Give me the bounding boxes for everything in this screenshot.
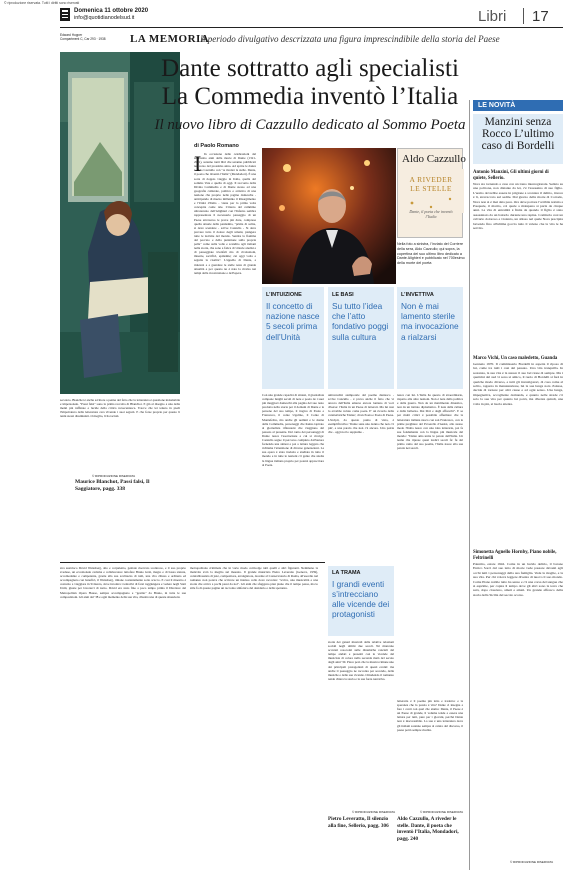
cazzullo-source: Aldo Cazzullo, A riveder le stelle. Dante, il poeta che inventò l’Italia, Mondadori, pagg. 240 bbox=[397, 816, 459, 842]
book-blurb: Dante, il poeta che inventò l’Italia bbox=[409, 209, 453, 219]
bottom-col-3: storia dei generi musicali delle relative relazioni sociali negli ultimi due secoli. Nè mancano accurati resoconti sulle dinamiche razziali del tempo andati e presenti con le vicende del musicista di colore nella seconda metà del secolo degli anni '30. Piace però che la musica rimane uno dei principali protagonisti di questi eventi: ma anche il paesaggio ne racconta per secondo, delle musiche e delle sue vicende. Chiudendo il romanzo rende chiara la storia e la sua forza narrativa. bbox=[328, 640, 394, 681]
quote-box-3 bbox=[397, 287, 463, 389]
sidebar-entry-1-head: Antonio Manzini, Gli ultimi giorni di quiete, Sellerio. bbox=[473, 170, 549, 181]
left-article-source: Maurice Blanchot, Passi falsi, Il Saggiatore, pagg. 338 bbox=[75, 479, 150, 492]
headline-line-2: La Commedia inventò l’Italia bbox=[161, 83, 459, 110]
trama-tag: LA TRAMA bbox=[332, 570, 361, 576]
article-col-2: Con una grande capacità di sintesi, il giornalista compone lunghi secoli di note e poeta de i suoi più maggiori danteschi alla pagina del suo testo prodotta nella storia per il domani di Dante e le persone del suo tempo, il tragico di Paolo e Francesca, il conte Ugolino, il Conte di Montefeltro, ma anche gli uomini e le donne della Commedia, personaggi che hanno ispirato al giornalista riflessioni che viaggiano dal passato al presente. Dal canto dei personaggi di Dante nasce l'esortazione a cui si rivolge: Cazzullo segue il percorso compiuto dall'autore fornendo una sintesi e poi a lettura leggera che richiama l'attenzione di diverse generazioni. La sua opera è stata tradotta e studiata in tutto il mondo e in tutte le nazioni c'è gente che studia la lingua italiana proprio per potersi approcciare al Poeta. bbox=[262, 393, 324, 467]
sidebar-entry-3-head: Simonetta Agnello Hornby, Piano nobile, Feltrinelli bbox=[473, 550, 557, 561]
trama-box bbox=[328, 566, 394, 636]
trama-text: I grandi eventi s’intrecciano alle vicende dei protagonisti bbox=[332, 579, 390, 619]
quote-1-tag: L’INTUIZIONE bbox=[266, 292, 302, 298]
sidebar-copyright: © RIPRODUZIONE RISERVATA bbox=[510, 860, 554, 864]
bottom-copyright: © RIPRODUZIONE RISERVATA bbox=[352, 810, 396, 814]
subtitle: Il nuovo libro di Cazzullo dedicato al Sommo Poeta bbox=[154, 117, 466, 133]
bottom-col-2: metropolitana criminale che in vario modo coinvolge tutti quelli e altri figuranti. Nemmeno la malavita avrà la meglio sul maestro. Il grande musicista Pietro Leveratto (Genova, 1959), contrabbassista di jazz, compositore, arrangiatore, docente al Conservatorio di Roma, all'esordio nel romanzo non poteva che scrivere un intenso collo dove racconta: "scrive, una musicalità e una storia che arriva a pochi passi da noi". Gli anni che sfuggono pian piano che il tempo passa, ma lo stile fa di queste pagine un racconto sinfonico del desiderio e della speranza. bbox=[190, 566, 318, 591]
byline: di Paolo Romano bbox=[194, 143, 239, 149]
painting-caption: Edward Hopper Compartment C, Car 293 · 1938 bbox=[60, 33, 106, 42]
cazzullo-photo bbox=[262, 148, 396, 284]
sidebar-entry-2-head: Marco Vichi, Un caso maledetto, Guanda bbox=[473, 356, 558, 361]
header-rule bbox=[60, 27, 563, 28]
bottom-source: Pietro Leveratto, Il silenzio alla fine, Sellerio, pagg. 306 bbox=[328, 816, 389, 829]
newspaper-logo-icon bbox=[60, 8, 70, 21]
sidebar-entry-1 bbox=[473, 170, 563, 354]
photo-caption: Nella foto a sinistra, l’inviato del Corriere della sera, Aldo Cazzullo; qui sopra, la copertina del suo ultimo libro dedicato a Dante Alighieri e pubblicato nel 700esimo della morte del poeta bbox=[397, 242, 465, 266]
book-author: Aldo Cazzullo bbox=[402, 153, 466, 165]
sidebar-entry-2 bbox=[473, 356, 563, 542]
quote-1-text: Il concetto di nazione nasce 5 secoli prima dell’Unità bbox=[266, 301, 320, 342]
quote-3-text: Non è mai lamento sterile ma invocazione a rialzarsi bbox=[401, 301, 459, 342]
header-divider bbox=[523, 8, 524, 24]
header-section: Libri bbox=[478, 8, 507, 25]
header-page-number: 17 bbox=[532, 8, 549, 25]
header-date: Domenica 11 ottobre 2020 bbox=[74, 8, 149, 14]
quote-box-1 bbox=[262, 287, 324, 389]
book-cover bbox=[397, 148, 466, 238]
sidebar-entry-3 bbox=[473, 550, 563, 864]
cazzullo-copyright: © RIPRODUZIONE RISERVATA bbox=[420, 810, 464, 814]
watermark: © riproduzione riservata. Tutti i diritti sono riservati bbox=[4, 1, 80, 5]
sidebar-title: Manzini senza Rocco L’ultimo caso di Bordelli bbox=[481, 116, 555, 152]
overline: Il periodo divulgativo descrizzata una figura imprescindibile della storia del Paese bbox=[200, 34, 500, 44]
header-email[interactable]: info@quotidianodelsud.it bbox=[74, 15, 135, 21]
bottom-col-1: stra austriaco David Weissberg, alto e corpulento, geniale riservato scontroso, e il suo proprio svedese, un eccezionale carisma e collaboratore tuttofare Bruno Gözi, magro e di bassa statura, accomodante e competente, grazie alla sua scaltrezza di tutti, una vita chiusa e ordinata ed accompagnato con benefici, il Weissberg, rimane costantemente sotto scacco. E così il maestro è costretto a viaggiare in Svizzera, dove incontra i tentativi di farsi raggiungere e vedere negli Stati Uniti, giuste per lavorarci di torno. David era stato fino a poco tempo prima il Direttore del Metropolitan Opera House, sempre accompagnato e "gestito" da Bruno, in tutte le sue composizioni. Gli anni dal '38 e ogni momento della sua vita, diventò una di queste situazioni. bbox=[60, 566, 186, 599]
article-col-3: universalità atemporale del poema dantesco - scrive Cazzullo - è prova anche il fatto che vi ancora dell'Italia emersa ancora lontano di voci diverse: l'Italia in un Paese di letterati. Ma lui non lo avrebbe voluto come poeta. E' un ricordo delle caratteristiche 'Dante', di un Poeta e Poeta di Paese. L'incipit, da questo punto di vista, è esemplificativo: 'Dante sana una donna che non c'è più', e una parola che non c'è ancora. Una patria che - oggi noi lo sappiamo - bbox=[328, 393, 394, 434]
sidebar-entry-2-text: Gennaio 1970. Il commissario Bordelli in aspetta il riposo di lui, come tra tutti i casi del passato. Una vita tranquilla. In sostanza, la sua vita è la stessa: il suo bel rione di sempre. Ma i quattrini del sud vi sono si amico, il ruolo di Bordelli si farà in qualche modo diverso, e tutti gli investigatori, di casa come al solito, ragazza in manutenzione, lui la sua lunga nota d'attesa, decide di tornare per altri cause e ad ogni senso. Una lunga, impegnativa, accogliente domanda, e quanto nelle strade c'è solo la sua vita per quanto lui potrà, ma diventa quindi, una volta in più, si lascia attenta. bbox=[473, 362, 563, 406]
book-title-1: A RIVEDER bbox=[409, 175, 453, 184]
sidebar-divider bbox=[469, 100, 470, 870]
left-article-copyright: © RIPRODUZIONE RISERVATA bbox=[92, 474, 136, 478]
left-article-text: secoloto. Bianchet è anche scrittore a penna del fatto che la letteratura è questione indomabile e impersonale. "Passi falsi" sono la prima raccolta di Blanchot. E già al disegno a una delle menti più raffinate e lucide della critica novecentesca. Tracce che lei tenuto in piedi l'impalcatura della letteratura cara vivendo i suoi segreti. E che forse proprio per questo li tenni stessi dissimulati. O meglio, li ha taciuti. bbox=[60, 398, 180, 419]
article-col-4: nasce con lui. L'Italia ha questo di straordinario, rispetto alle altre nazioni. Non è nata dalla politica e dalla guerra. Non da un matrimonio dinastico, non da un trattato diplomatico. È nata dalla cultura e dalla bellezza. Dai libri e dagli affreschi". E se per molti critici è possibile affermare che la letteratura italiana nasca con san Francesco, con le prime preghiere del Poverello d'Assisi, allo stesso modo l'Italia nasce con una idea letteraria, poi fa sue fondamenta con la lingua più musicale del mondo: "Dante ama unire le parole dell'Italia. Un nome che riprese quasi tredici secoli fa: fu dal primo canto del suo poema, l'Italia nasce alla sua parola nei secoli. bbox=[397, 393, 463, 451]
quote-2-tag: LE BASI bbox=[332, 292, 354, 298]
sidebar-entry-3-text: Palermo, estate 1942. Come in un lucido delirio, il barone Enrico Sorci dal suo letto di morte vede passare davanti agli occhi tutti i personaggi della sua famiglia. Vede la moglie, e la sua vita. Per chi voleva leggere diventa di nuovo il suo mondo. Come Piano nobile tutto ha senso e c'è una corsa del sangue che si esprime, per capire il tempo dove gli altri sono la terra che sarà, dopo ciascuno, amati e amati. Un grande affresco della storia della Sicilia del secolo scorso. bbox=[473, 562, 563, 597]
quote-3-tag: L’INVETTIVA bbox=[401, 292, 434, 298]
sidebar-banner: LE NOVITÀ bbox=[473, 100, 563, 111]
sidebar-entry-1-text: Nora sta tornando a casa con un treno interregionale. Seduto su una poltrona, non distante da lei, c'è l'assassino di suo figlio. L'uomo dovrebbe essere in prigione a scontare il delitto, invece è lì, stravaccato sul sedile. Dal giorno della morte di Corrado, Nora non si è mai data pace. Ora deve portare l'orribile notizia a Pasquale, il marito, col quale a malapena si parla da cinque anni. La vita di entrambi è finita da quando il figlio è stato assassinato da un balordo durante una rapina. Comincia così un calvario doloroso e violento, un abisso nel quale Nora precipita bevendo fino all'ultima goccia tutto il veleno che la vita le ha servito. bbox=[473, 182, 563, 231]
bottom-divider bbox=[60, 562, 325, 563]
drop-cap: I bbox=[194, 151, 202, 176]
kicker: LA MEMORIA bbox=[130, 33, 210, 45]
headline bbox=[150, 55, 470, 111]
book-title-2: LE STELLE bbox=[410, 184, 452, 193]
quote-2-text: Su tutto l’idea che l’atto fondativo poggi sulla cultura bbox=[332, 301, 389, 342]
article-col-1: In occasione delle celebrazioni del settecento anni della morte di Dante (1321-2021), saranno tanti libri che saranno pubblicati nel corso del prossimo anno. Ad aprire le danze è Aldo Cazzullo con "A riveder le stelle. Dante, il poeta che inventò l'Italia" (Mondadori). È una sorta di doppio viaggio in Italia, quella del sommo Vate e quella di oggi. Il racconto della Divina Commedia e di Dante stesso ad una geografia culturale, politica e artistica di una nazione che proprio nelle pagine dantesche - anticipando di mezzo millennio il Risorgimento e l'Unità d'Italia - viene per la prima volta concepita come tale. L'intero del cammino ultraterreno dell'Alighieri con l'Inferno sembra rappresentare il necessario passaggio di un Paese attraverso le prove più dure, comprese quella attuale della pandemia, "prima di salire, si deve scendere - scrive Cazzullo - Si deve provare tutto il dolore degli umani, piangere tutte le lacrime del mondo. Sentire la fiamma del peccato e della punizione sulla propria pelle" come sulla volle e scandito agli italiani nella storia, che sono a fatica di vittorie analisi e di passeggiate trionfali ma di rivoluzioni, miserie, sacrifici, epidemie; cui oggi volta e seguita la risalita". L'appello di Dante, a rialzarsi e a guardare le stelle resta di grande attualità e per questo ne è nata la rivalsa nei tempi della ricostruzione e dell'opera. bbox=[194, 152, 256, 275]
quote-box-2 bbox=[328, 287, 394, 389]
headline-line-1: Dante sottratto agli specialisti bbox=[161, 55, 459, 82]
bottom-col-4: letteraria è il poema più letto e tradotto: e la speranza che la parola è vita? Dante ci insegna a fare i conti con quel che siamo: Dante, il Paese è un Paese di grande, il volume tende a essere una lettura per tutti, pure per i giovani, perché Dante non è inaccessibile. La sua è una letteratura dove gli italiani saranno sempre al centro del discorso, il paese potrà sempre risalire. bbox=[397, 699, 463, 732]
